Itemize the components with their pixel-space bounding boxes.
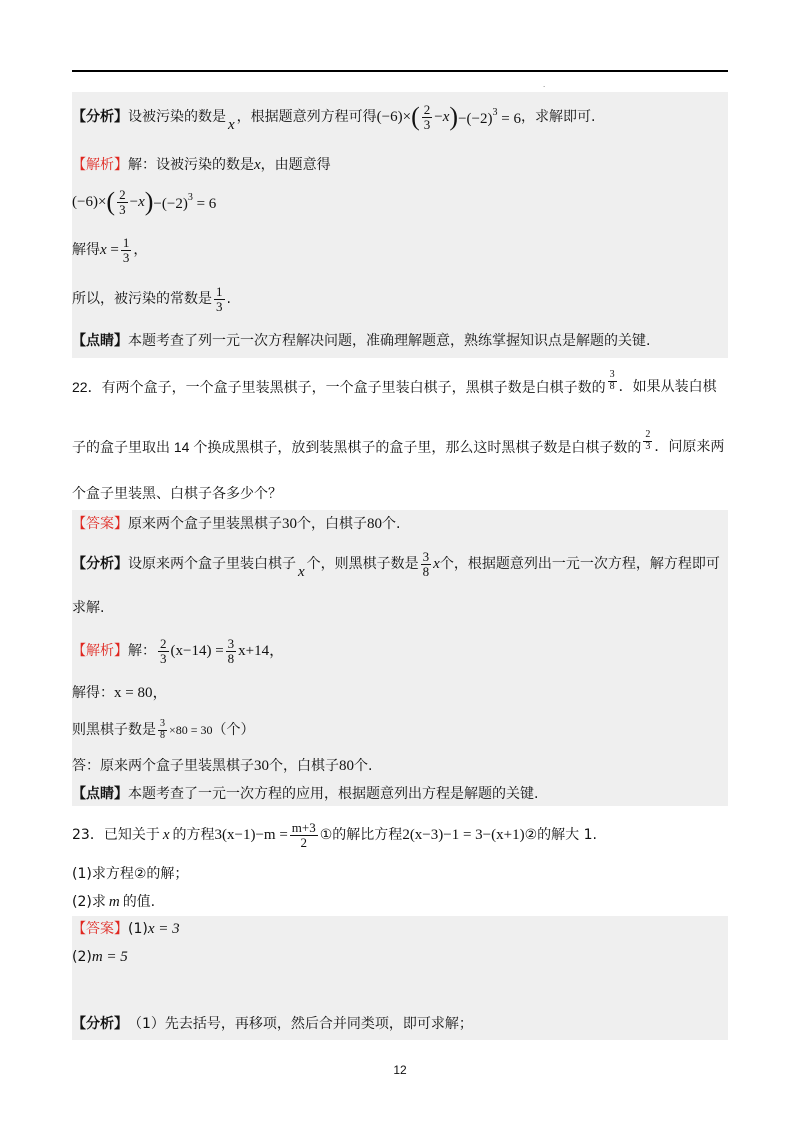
q22-result: 解得： x = 80， — [72, 676, 728, 710]
q22-analysis-line2: 求解. — [72, 590, 728, 626]
q22-question-line2: 子的盒子里取出 14 个换成黑棋子，放到装黑棋子的盒子里，那么这时黑棋子数是白棋子数的 $\frac{2}{3}$ ．问原来两 — [72, 429, 725, 455]
q22-final-answer: 答：原来两个盒子里装黑棋子 30 个，白棋子 80 个. — [72, 750, 728, 782]
q23-answer-2: (2) m = 5 — [72, 942, 728, 972]
comment-tag: 【点睛】 — [72, 332, 128, 349]
header-rule — [72, 70, 728, 72]
q22-answer: 【答案】 原来两个盒子里装黑棋子 30 个，白棋子 80 个. — [72, 510, 728, 538]
q22-analysis: 【分析】 设原来两个盒子里装白棋子 x 个，则黑棋子数是 $\frac{3}{8}$ x 个，根据题意列出一元一次方程，解方程即可 — [72, 538, 728, 590]
solution-tag: 【解析】 — [72, 156, 128, 173]
q22-comment: 【点睛】 本题考查了一元一次方程的应用，根据题意列出方程是解题的关键. — [72, 782, 728, 806]
q22-question-line3: 个盒子里装黑、白棋子各多少个？ — [72, 485, 282, 502]
header-mark: · — [543, 83, 546, 91]
answer-tag: 【答案】 — [72, 515, 128, 532]
q23-question: 23．已知关于 x 的方程 3(x−1)−m = $\frac{m+3}{2}$ ①的解比方程 2(x−3)−1 = 3−(x+1) ②的解大 1. — [72, 819, 597, 850]
document-body — [72, 92, 728, 1040]
q23-answer-1: 【答案】 (1) x = 3 — [72, 916, 728, 942]
q21-conclusion: 所以，被污染的常数是 $\frac{1}{3}$ . — [72, 274, 728, 324]
q22-question-line1: 22．有两个盒子，一个盒子里装黑棋子，一个盒子里装白棋子，黑棋子数是白棋子数的 $\frac{3}{8}$ ．如果从装白棋 — [72, 369, 717, 395]
q21-comment: 【点睛】 本题考查了列一元一次方程解决问题，准确理解题意，熟练掌握知识点是解题的关键. — [72, 324, 728, 358]
q22-solution: 【解析】 解： $\frac{2}{3}$ (x−14) = $\frac{3}{8}$ x+14， — [72, 626, 728, 676]
q21-equation: (−6)× ( $\frac{2}{3}$ −x ) $-(-2)^3 = 6$ — [72, 178, 728, 226]
q23-part1: (1)求方程②的解； — [72, 865, 189, 882]
q23-part2: (2)求 m 的值. — [72, 893, 156, 910]
analysis-tag: 【分析】 — [72, 108, 128, 125]
q21-analysis: 【分析】 设被污染的数是 x ，根据题意列方程可得 (−6)× ( $\frac{2}{3}$ −x ) $-(-2)^3 = 6$ ，求解即可. — [72, 92, 728, 142]
q23-analysis: 【分析】 （1）先去括号，再移项，然后合并同类项，即可求解； — [72, 1008, 728, 1040]
q21-result: 解得 x = $\frac{1}{3}$ ， — [72, 226, 728, 274]
page-number: 12 — [393, 1063, 407, 1077]
q21-solution-intro: 【解析】 解：设被污染的数是 x ，由题意得 — [72, 152, 728, 178]
q22-black-count: 则黑棋子数是 $\frac{3}{8}$ ×80 = 30 （个） — [72, 710, 728, 750]
